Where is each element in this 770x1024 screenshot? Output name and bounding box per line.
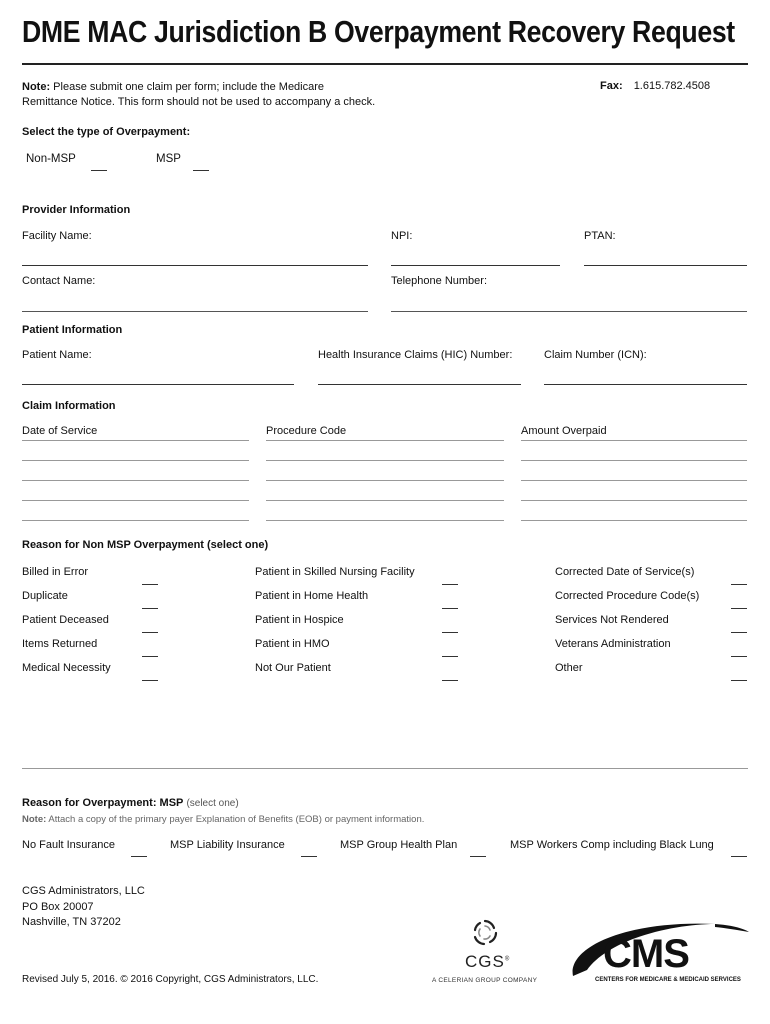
msp-heading-light: (select one) bbox=[186, 798, 239, 809]
claim-amount-field[interactable] bbox=[521, 460, 747, 461]
facility-name-field[interactable] bbox=[22, 265, 368, 266]
msp-checkbox-group-health[interactable] bbox=[470, 856, 486, 857]
reason-checkbox-other[interactable] bbox=[731, 680, 747, 681]
option-non-msp-label: Non-MSP bbox=[26, 153, 76, 165]
ptan-label: PTAN: bbox=[584, 230, 616, 242]
reason-checkbox-hospice[interactable] bbox=[442, 632, 458, 633]
reason-label: Not Our Patient bbox=[255, 662, 331, 674]
cgs-wordmark bbox=[465, 952, 510, 972]
reason-label: Other bbox=[555, 662, 583, 674]
msp-option-label: MSP Workers Comp including Black Lung bbox=[510, 839, 714, 851]
reason-label: Billed in Error bbox=[22, 566, 89, 578]
reason-label: Patient in Skilled Nursing Facility bbox=[255, 566, 415, 578]
msp-option-label: MSP Liability Insurance bbox=[170, 839, 285, 851]
claim-amount-field[interactable] bbox=[521, 480, 747, 481]
claim-date-field[interactable] bbox=[22, 500, 249, 501]
reason-checkbox-home-health[interactable] bbox=[442, 608, 458, 609]
reason-checkbox-duplicate[interactable] bbox=[142, 608, 158, 609]
reason-label: Corrected Procedure Code(s) bbox=[555, 590, 700, 602]
note-label: Note: bbox=[22, 81, 51, 93]
reason-label: Veterans Administration bbox=[555, 638, 671, 650]
claim-col-date: Date of Service bbox=[22, 425, 98, 437]
overpayment-type-heading: Select the type of Overpayment: bbox=[22, 126, 191, 138]
hic-field[interactable] bbox=[318, 384, 521, 385]
option-msp-label: MSP bbox=[156, 153, 181, 165]
msp-heading-bold: Reason for Overpayment: MSP bbox=[22, 797, 184, 809]
claim-heading: Claim Information bbox=[22, 400, 116, 412]
reason-checkbox-hmo[interactable] bbox=[442, 656, 458, 657]
patient-name-label: Patient Name: bbox=[22, 349, 92, 361]
reason-label: Patient Deceased bbox=[22, 614, 109, 626]
msp-option-label: MSP Group Health Plan bbox=[340, 839, 458, 851]
note-text-2: Remittance Notice. This form should not be used to accompany a check. bbox=[22, 96, 376, 108]
cgs-registered-mark: ® bbox=[504, 956, 511, 963]
reason-checkbox-corrected-procedure[interactable] bbox=[731, 608, 747, 609]
claim-procedure-header-line bbox=[266, 440, 504, 441]
claim-date-field[interactable] bbox=[22, 480, 249, 481]
telephone-field[interactable] bbox=[391, 311, 747, 312]
reason-checkbox-services-not-rendered[interactable] bbox=[731, 632, 747, 633]
contact-name-field[interactable] bbox=[22, 311, 368, 312]
reason-checkbox-corrected-dos[interactable] bbox=[731, 584, 747, 585]
claim-date-header-line bbox=[22, 440, 249, 441]
cgs-logo bbox=[430, 916, 540, 986]
address-line: CGS Administrators, LLC bbox=[22, 885, 145, 897]
reason-checkbox-patient-deceased[interactable] bbox=[142, 632, 158, 633]
reason-checkbox-not-our-patient[interactable] bbox=[442, 680, 458, 681]
claim-date-field[interactable] bbox=[22, 460, 249, 461]
claim-procedure-field[interactable] bbox=[266, 520, 504, 521]
cms-wordmark: CMS bbox=[603, 932, 689, 976]
claim-col-procedure: Procedure Code bbox=[266, 425, 347, 437]
note-text-1: Please submit one claim per form; include the Medicare bbox=[53, 81, 325, 93]
footer-copyright: Revised July 5, 2016. © 2016 Copyright, CGS Administrators, LLC. bbox=[22, 974, 319, 985]
non-msp-checkbox[interactable] bbox=[91, 170, 107, 171]
note-block bbox=[22, 80, 582, 110]
reason-label: Services Not Rendered bbox=[555, 614, 669, 626]
claim-amount-field[interactable] bbox=[521, 500, 747, 501]
non-msp-reasons-heading: Reason for Non MSP Overpayment (select one) bbox=[22, 539, 269, 551]
claim-procedure-field[interactable] bbox=[266, 460, 504, 461]
cgs-name: CGS bbox=[465, 952, 505, 971]
npi-label: NPI: bbox=[391, 230, 413, 242]
claim-procedure-field[interactable] bbox=[266, 480, 504, 481]
msp-note bbox=[22, 814, 424, 825]
msp-note-text: Attach a copy of the primary payer Explanation of Benefits (EOB) or payment information. bbox=[48, 814, 425, 825]
patient-name-field[interactable] bbox=[22, 384, 294, 385]
claim-date-field[interactable] bbox=[22, 520, 249, 521]
reason-label: Items Returned bbox=[22, 638, 98, 650]
icn-label: Claim Number (ICN): bbox=[544, 349, 647, 361]
fax-number: 1.615.782.4508 bbox=[633, 80, 711, 92]
provider-heading: Provider Information bbox=[22, 204, 131, 216]
cms-tagline: CENTERS FOR MEDICARE & MEDICAID SERVICES bbox=[595, 977, 741, 983]
fax-block bbox=[600, 80, 710, 92]
reason-checkbox-skilled-nursing[interactable] bbox=[442, 584, 458, 585]
reason-label: Corrected Date of Service(s) bbox=[555, 566, 695, 578]
facility-name-label: Facility Name: bbox=[22, 230, 92, 242]
telephone-label: Telephone Number: bbox=[391, 275, 488, 287]
hic-label: Health Insurance Claims (HIC) Number: bbox=[318, 349, 513, 361]
msp-checkbox-no-fault[interactable] bbox=[131, 856, 147, 857]
page-title: DME MAC Jurisdiction B Overpayment Recovery Request bbox=[22, 14, 735, 49]
icn-field[interactable] bbox=[544, 384, 747, 385]
msp-checkbox-liability[interactable] bbox=[301, 856, 317, 857]
msp-note-label: Note: bbox=[22, 814, 47, 825]
cms-logo bbox=[565, 918, 750, 990]
address-line: PO Box 20007 bbox=[22, 900, 94, 913]
mailing-address bbox=[22, 884, 145, 931]
reason-checkbox-billed-in-error[interactable] bbox=[142, 584, 158, 585]
reason-label: Duplicate bbox=[22, 590, 68, 602]
msp-checkbox-workers-comp[interactable] bbox=[731, 856, 747, 857]
reason-label: Patient in HMO bbox=[255, 638, 330, 650]
cgs-tagline: A CELERIAN GROUP COMPANY bbox=[432, 977, 538, 984]
reason-label: Patient in Home Health bbox=[255, 590, 369, 602]
fax-label: Fax: bbox=[600, 80, 623, 92]
reason-label: Medical Necessity bbox=[22, 662, 111, 674]
msp-checkbox[interactable] bbox=[193, 170, 209, 171]
msp-reasons-heading bbox=[22, 797, 239, 809]
reason-checkbox-veterans[interactable] bbox=[731, 656, 747, 657]
npi-field[interactable] bbox=[391, 265, 560, 266]
reason-checkbox-medical-necessity[interactable] bbox=[142, 680, 158, 681]
claim-col-amount: Amount Overpaid bbox=[521, 425, 607, 437]
claim-amount-field[interactable] bbox=[521, 520, 747, 521]
patient-heading: Patient Information bbox=[22, 324, 123, 336]
claim-procedure-field[interactable] bbox=[266, 500, 504, 501]
ptan-field[interactable] bbox=[584, 265, 747, 266]
reason-checkbox-items-returned[interactable] bbox=[142, 656, 158, 657]
msp-option-label: No Fault Insurance bbox=[22, 839, 115, 851]
cgs-swirl-icon bbox=[430, 916, 540, 950]
address-line: Nashville, TN 37202 bbox=[22, 916, 121, 928]
contact-name-label: Contact Name: bbox=[22, 275, 96, 287]
reason-label: Patient in Hospice bbox=[255, 614, 344, 626]
section-divider bbox=[22, 768, 748, 769]
claim-amount-header-line bbox=[521, 440, 747, 441]
title-underline bbox=[22, 63, 748, 65]
